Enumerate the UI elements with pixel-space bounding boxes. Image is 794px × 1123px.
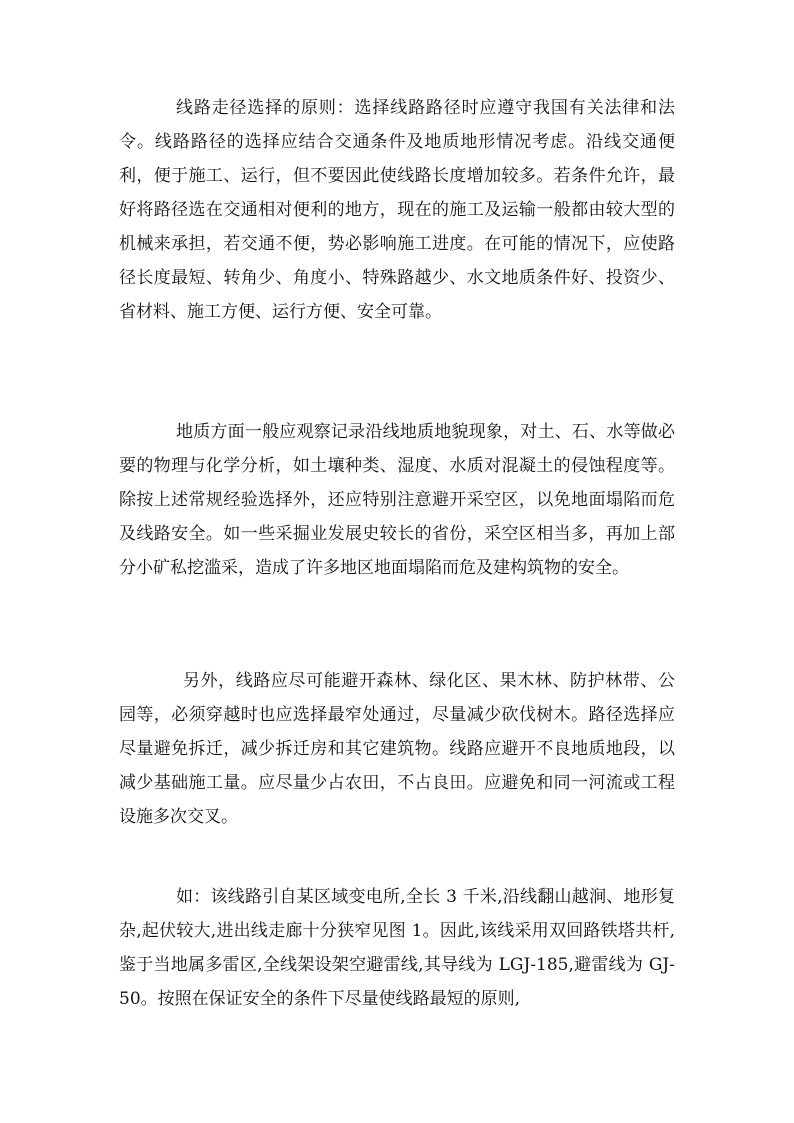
paragraph-avoid-forests-and-demolition: 另外，线路应尽可能避开森林、绿化区、果木林、防护林带、公园等，必须穿越时也应选择最窄处通过，尽量减少砍伐树木。路径选择应尽量避免拆迁，减少拆迁房和其它建筑物。线路应避开不良地质地段，以减少基础施工量。应尽量少占农田，不占良田。应避免和同一河流或工程设施多次交叉。 [119,671,675,827]
paragraph-route-selection-principles: 线路走径选择的原则：选择线路路径时应遵守我国有关法律和法令。线路路径的选择应结合交通条件及地质地形情况考虑。沿线交通便利，便于施工、运行，但不要因此使线路长度增加较多。若条件允许，最好将路径选在交通相对便利的地方，现在的施工及运输一般都由较大型的机械来承担，若交通不便，势必影响施工进度。在可能的情况下，应使路径长度最短、转角少、角度小、特殊路越少、水文地质条件好、投资少、省材料、施工方便、运行方便、安全可靠。 [119,98,675,322]
paragraph-geology: 地质方面一般应观察记录沿线地质地貌现象，对土、石、水等做必要的物理与化学分析，如土壤种类、湿度、水质对混凝土的侵蚀程度等。除按上述常规经验选择外，还应特别注意避开采空区，以免地面塌陷而危及线路安全。如一些采掘业发展史较长的省份，采空区相当多，再加上部分小矿私挖滥采，造成了许多地区地面塌陷而危及建构筑物的安全。 [119,422,675,578]
paragraph-example-line: 如：该线路引自某区域变电所,全长 3 千米,沿线翻山越涧、地形复杂,起伏较大,进出线走廊十分狭窄见图 1。因此,该线采用双回路铁塔共杆,鉴于当地属多雷区,全线架设架空避雷线,其导线为 LGJ-185,避雷线为 GJ-50。按照在保证安全的条件下尽量使线路最短的原则, [119,887,675,1009]
